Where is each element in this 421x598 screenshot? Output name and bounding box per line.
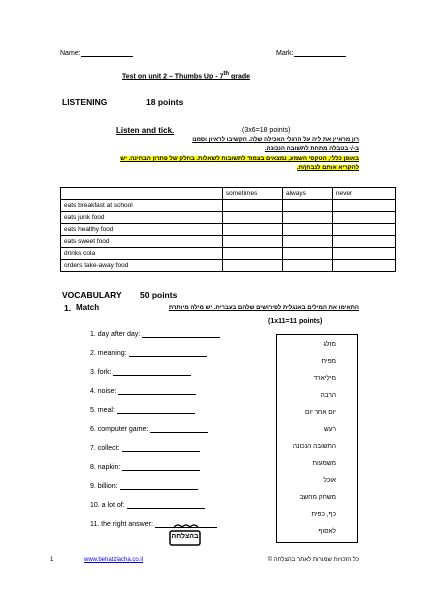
name-field [60,48,133,57]
tick-cell[interactable] [282,212,332,224]
behatzlacha-logo-icon [168,523,202,553]
table-row [61,200,396,212]
vocab-item [90,482,198,490]
table-header-row [61,188,396,200]
hebrew-instruction-1: רון מראיין את ליה על הרגלי האכילה שלה. הקשיבו לראיון וסמנו [192,137,359,143]
answer-blank[interactable] [122,444,200,452]
hebrew-word: משחק מחשב [299,494,336,501]
page-title [122,71,250,80]
tick-cell[interactable] [332,248,395,260]
table-row-label: eats junk food [61,212,223,224]
tick-cell[interactable] [222,224,282,236]
vocab-item-label: 7. collect: [90,445,120,452]
table-row [61,236,396,248]
tick-cell[interactable] [332,236,395,248]
vocab-item [90,463,200,471]
answer-blank[interactable] [150,425,208,433]
tick-cell[interactable] [332,200,395,212]
vocab-item [90,501,205,509]
hebrew-word: לאסוף [318,528,336,535]
hebrew-word: מפית [321,358,336,365]
mark-field [276,48,346,57]
table-row-label: eats breakfast at school [61,200,223,212]
page-number: 1 [50,557,54,563]
hebrew-note-1-text: באופן כללי, הטקסי השמע, נמצאים בצמוד לתשובות לשאלות. בחלק של פתרון הבחינה. יש [120,156,359,162]
vocab-item [90,444,200,452]
vocabulary-points: 50 points [140,290,178,300]
table-row-label: eats healthy food [61,224,223,236]
table-row [61,224,396,236]
listening-score: (3x6=18 points) [242,127,291,134]
hebrew-note-2-text: להקריא אותם לנבחן/ת. [296,165,359,171]
answer-blank[interactable] [122,463,200,471]
listening-table [60,187,396,272]
vocab-item-label: 1. day after day: [90,331,141,338]
vocab-item [90,349,207,357]
vocab-item-label: 6. computer game: [90,426,149,433]
website-link[interactable]: www.behatzlacha.co.il [84,557,144,563]
table-row-label: drinks cola [61,248,223,260]
tick-cell[interactable] [282,224,332,236]
hebrew-note-1 [19,156,359,162]
table-row [61,260,396,272]
answer-blank[interactable] [142,330,220,338]
tick-cell[interactable] [222,248,282,260]
vocab-item-label: 11. the right answer: [90,521,153,528]
name-label: Name: [60,50,81,57]
mark-blank[interactable] [294,48,346,57]
hebrew-word: כף, כפית [311,511,336,518]
hebrew-note-2 [19,165,359,171]
hebrew-word: משמעות [312,460,336,467]
title-end: grade [229,73,251,81]
hebrew-word: אוכל [323,477,336,484]
mark-label: Mark: [276,50,294,57]
tick-cell[interactable] [332,212,395,224]
answer-blank[interactable] [118,387,196,395]
table-row [61,212,396,224]
vocabulary-heading: VOCABULARY [62,290,122,300]
task-label: Match [76,303,100,312]
hebrew-word: רעש [323,426,336,433]
copyright-notice: כל הזכויות שמורות לאתר בהצלחה © [267,557,359,563]
vocab-item-label: 4. noise: [90,388,117,395]
tick-cell[interactable] [282,236,332,248]
tick-cell[interactable] [222,260,282,272]
hebrew-instruction-2: ב-√ בטבלה מתחת לתשובה הנכונה. [264,146,359,152]
logo-text: בהצלחה [171,533,199,540]
tick-cell[interactable] [222,236,282,248]
tick-cell[interactable] [282,260,332,272]
vocab-item-label: 10. a lot of: [90,502,125,509]
tick-cell[interactable] [282,200,332,212]
hebrew-word: מיליארד [313,375,336,382]
vocabulary-score: (1x11=11 points) [268,318,323,325]
vocab-item-label: 5. meal: [90,407,115,414]
answer-blank[interactable] [127,501,205,509]
vocab-item [90,330,220,338]
listening-heading: LISTENING [62,97,108,107]
vocab-item [90,406,195,414]
vocab-item-label: 9. billion: [90,483,118,490]
table-row-label: eats sweet food [61,236,223,248]
vocab-item-label: 8. napkin: [90,464,121,471]
vocab-item [90,425,208,433]
tick-cell[interactable] [332,260,395,272]
vocab-item-label: 3. fork: [90,369,112,376]
hebrew-word: התשובה הנכונה [292,443,336,450]
table-header-sometimes: sometimes [222,188,282,200]
vocab-item [90,387,196,395]
hebrew-word: מזלג [323,341,336,348]
tick-cell[interactable] [222,200,282,212]
tick-cell[interactable] [222,212,282,224]
task-hebrew: התאימו את המילים באנגלית לפירושים שלהם בעברית. יש מילה מיותרת [168,305,359,311]
answer-blank[interactable] [120,482,198,490]
table-row-label: orders take-away food [61,260,223,272]
title-sup: th [223,71,230,77]
listen-instruction: Listen and tick. [116,126,175,135]
table-header-never: never [332,188,395,200]
hebrew-word: הרבה [320,392,336,399]
answer-blank[interactable] [129,349,207,357]
title-text: Test on unit 2 – Thumbs Up - 7 [122,73,224,81]
hebrew-word: יום אחר יום [304,409,336,416]
listening-points: 18 points [146,97,184,107]
task-number: 1. [64,303,72,313]
answer-blank[interactable] [113,368,191,376]
name-blank[interactable] [81,48,133,57]
vocab-item [90,368,191,376]
answer-blank[interactable] [117,406,195,414]
tick-cell[interactable] [332,224,395,236]
table-row [61,248,396,260]
vocab-item-label: 2. meaning: [90,350,127,357]
tick-cell[interactable] [282,248,332,260]
table-header-blank [61,188,223,200]
table-header-always: always [282,188,332,200]
